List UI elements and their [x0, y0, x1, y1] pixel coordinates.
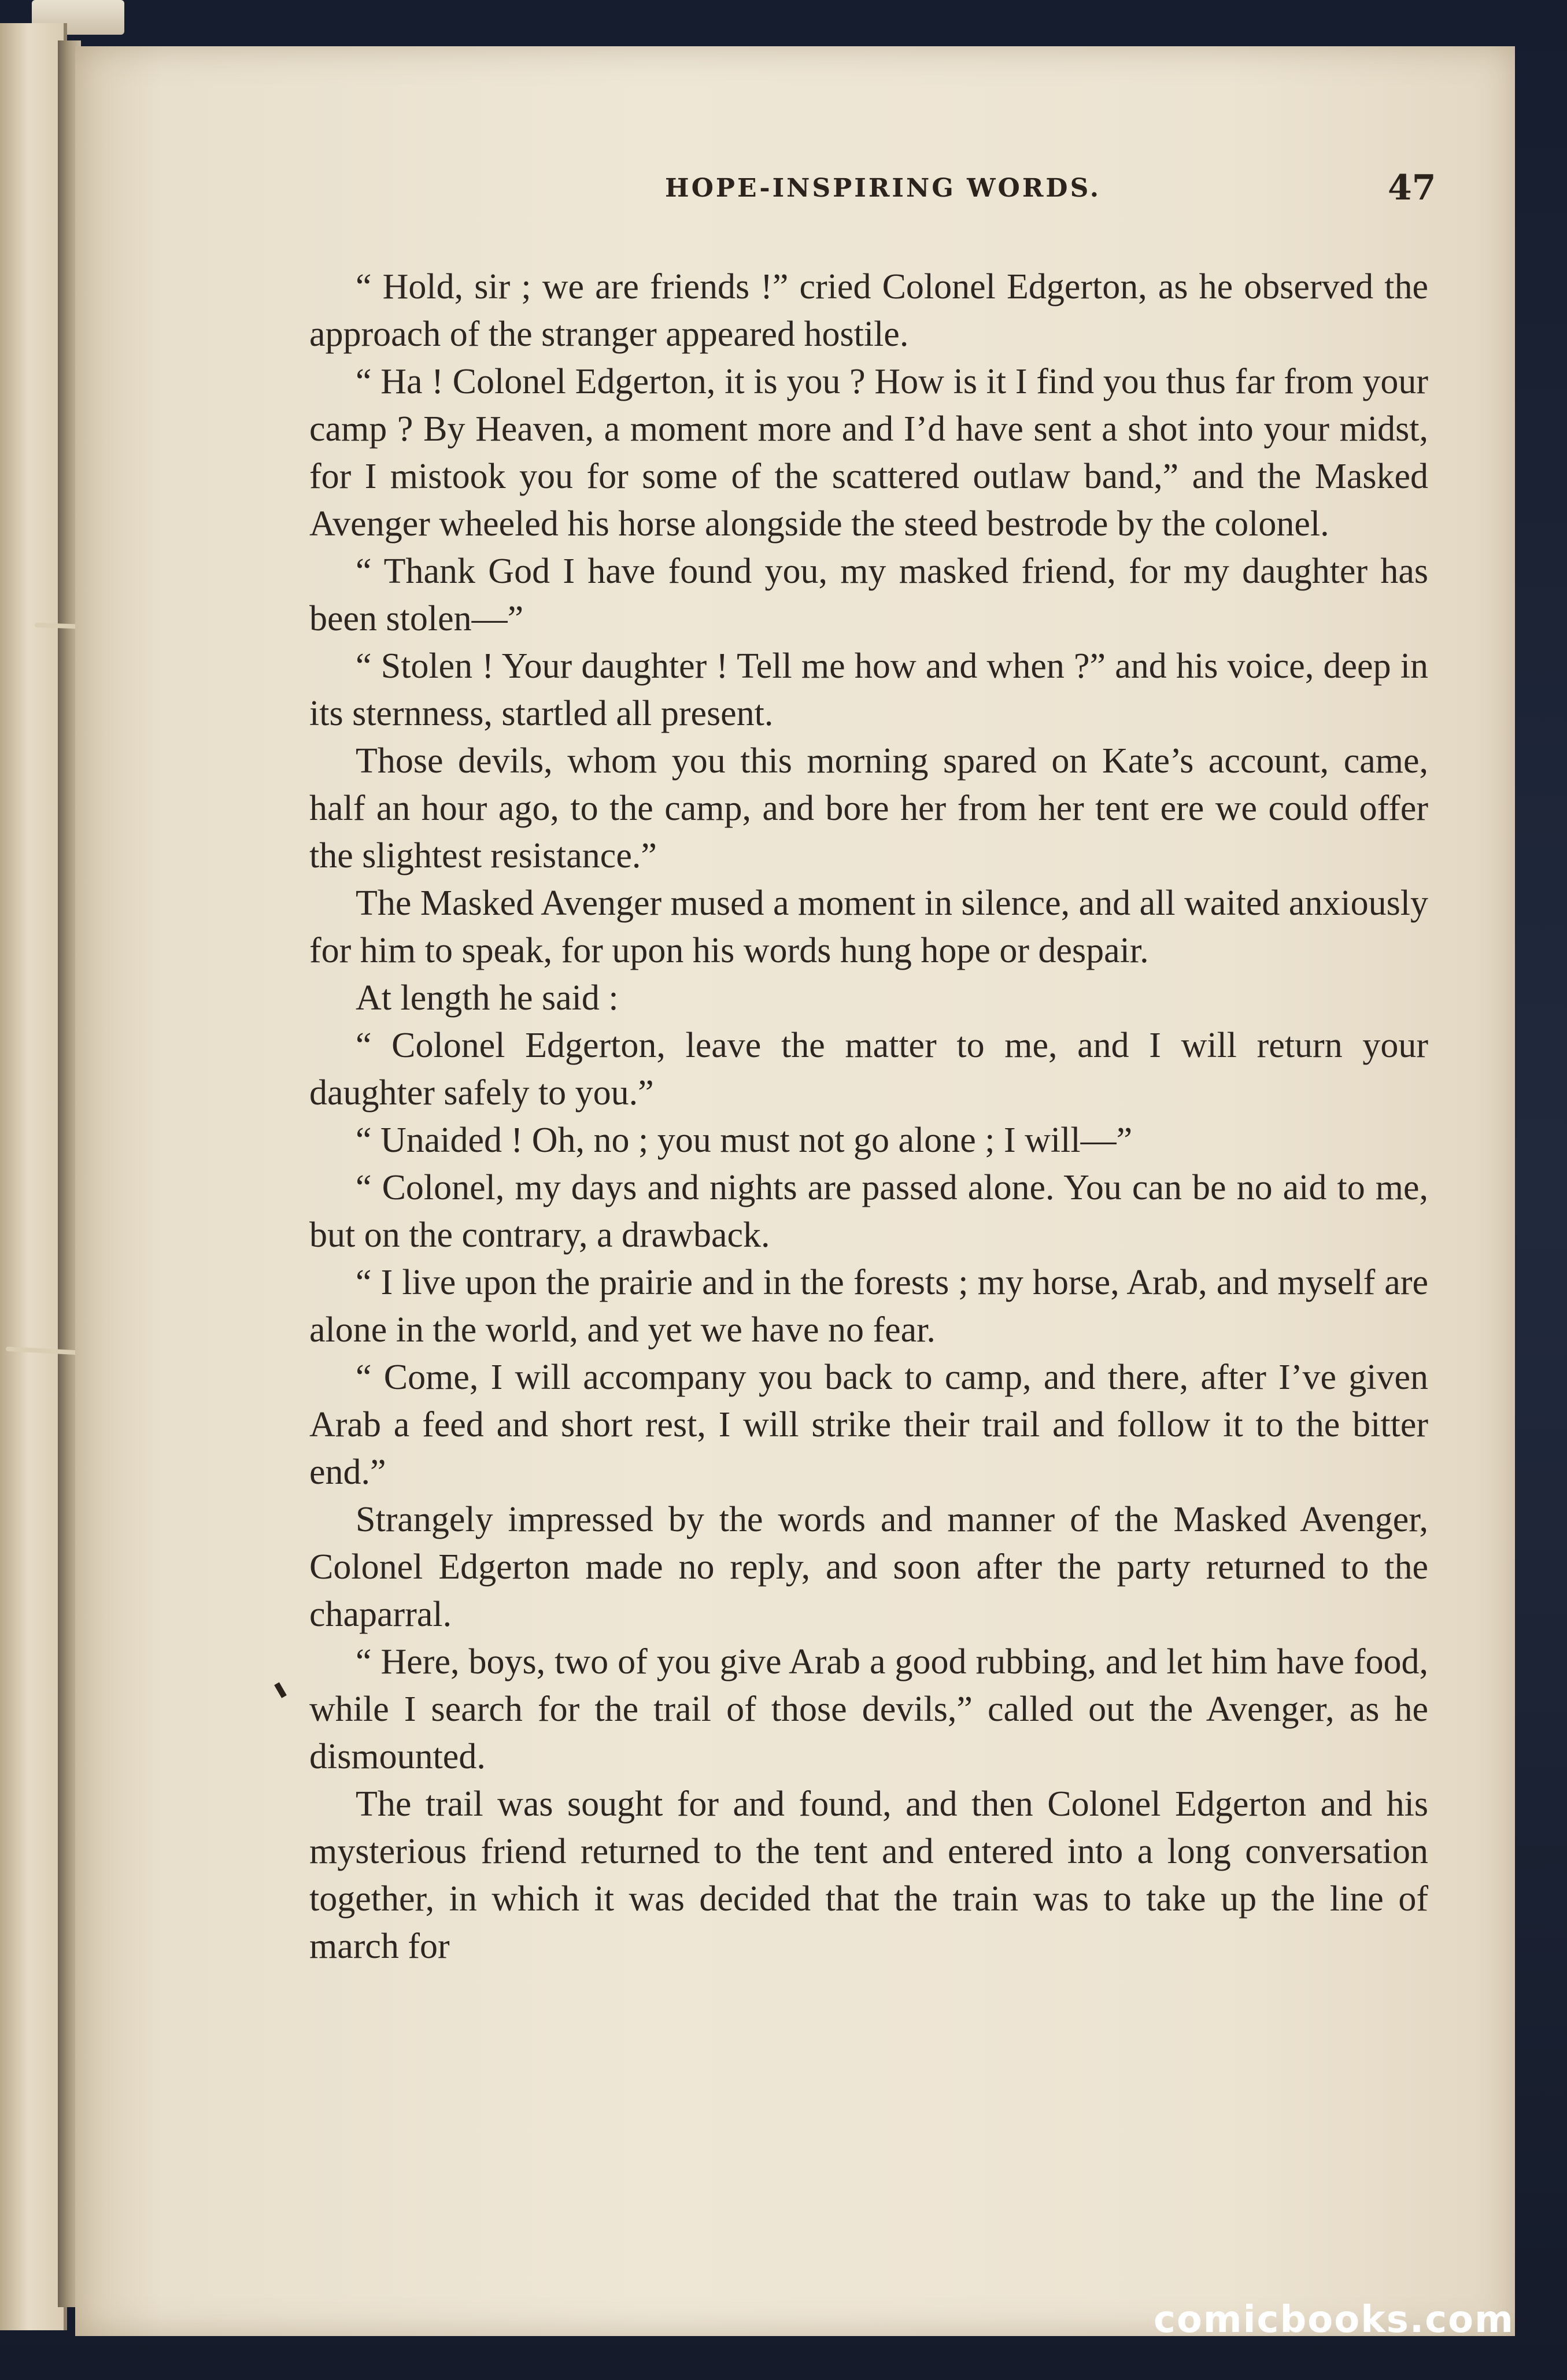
paragraph: “ Stolen ! Your daughter ! Tell me how and when ?” and his voice, deep in its sternness, startled all present.: [309, 646, 1428, 733]
paragraph: At length he said :: [356, 978, 619, 1018]
body-text: [309, 263, 1428, 2165]
page-number: 47: [1388, 168, 1436, 208]
paragraph: Those devils, whom you this morning spared on Kate’s account, came, half an hour ago, to the camp, and bore her from her tent ere we could offer the slightest resistance.”: [309, 741, 1428, 875]
paragraph: The trail was sought for and found, and then Colonel Edgerton and his mysterious friend returned to the tent and entered into a long conversation together, in which it was decided that the train was to take up the line of march for: [309, 1784, 1428, 1966]
paragraph: “ Here, boys, two of you give Arab a good rubbing, and let him have food, while I search for the trail of those devils,” called out the Avenger, as he dismounted.: [309, 1642, 1428, 1776]
watermark-text: comicbooks.com: [1154, 2298, 1514, 2341]
paragraph: “ Hold, sir ; we are friends !” cried Colonel Edgerton, as he observed the approach of the stranger appeared hostile.: [309, 267, 1428, 354]
paragraph: “ Unaided ! Oh, no ; you must not go alone ; I will—”: [356, 1121, 1133, 1160]
previous-page-edge: [0, 23, 67, 2330]
running-head: HOPE-INSPIRING WORDS.: [665, 173, 1102, 203]
paragraph: The Masked Avenger mused a moment in silence, and all waited anxiously for him to speak, for upon his words hung hope or despair.: [309, 884, 1428, 970]
paragraph: “ Colonel Edgerton, leave the matter to me, and I will return your daughter safely to you.”: [309, 1026, 1428, 1113]
paragraph: “ I live upon the prairie and in the forests ; my horse, Arab, and myself are alone in the world, and yet we have no fear.: [309, 1263, 1428, 1350]
paragraph: “ Come, I will accompany you back to camp, and there, after I’ve given Arab a feed and short rest, I will strike their trail and follow it to the bitter end.”: [309, 1358, 1428, 1492]
paragraph: “ Thank God I have found you, my masked friend, for my daughter has been stolen—”: [309, 552, 1428, 638]
paragraph: Strangely impressed by the words and manner of the Masked Avenger, Colonel Edgerton made no reply, and soon after the party returned to the chaparral.: [309, 1500, 1428, 1634]
paragraph: “ Colonel, my days and nights are passed alone. You can be no aid to me, but on the contrary, a drawback.: [309, 1168, 1428, 1255]
paragraph: “ Ha ! Colonel Edgerton, it is you ? How is it I find you thus far from your camp ? By Heaven, a moment more and I’d have sent a shot into your midst, for I mistook you for some of the scattered outlaw band,” and the Masked Avenger wheeled his horse alongside the steed bestrode by the colonel.: [309, 362, 1428, 544]
